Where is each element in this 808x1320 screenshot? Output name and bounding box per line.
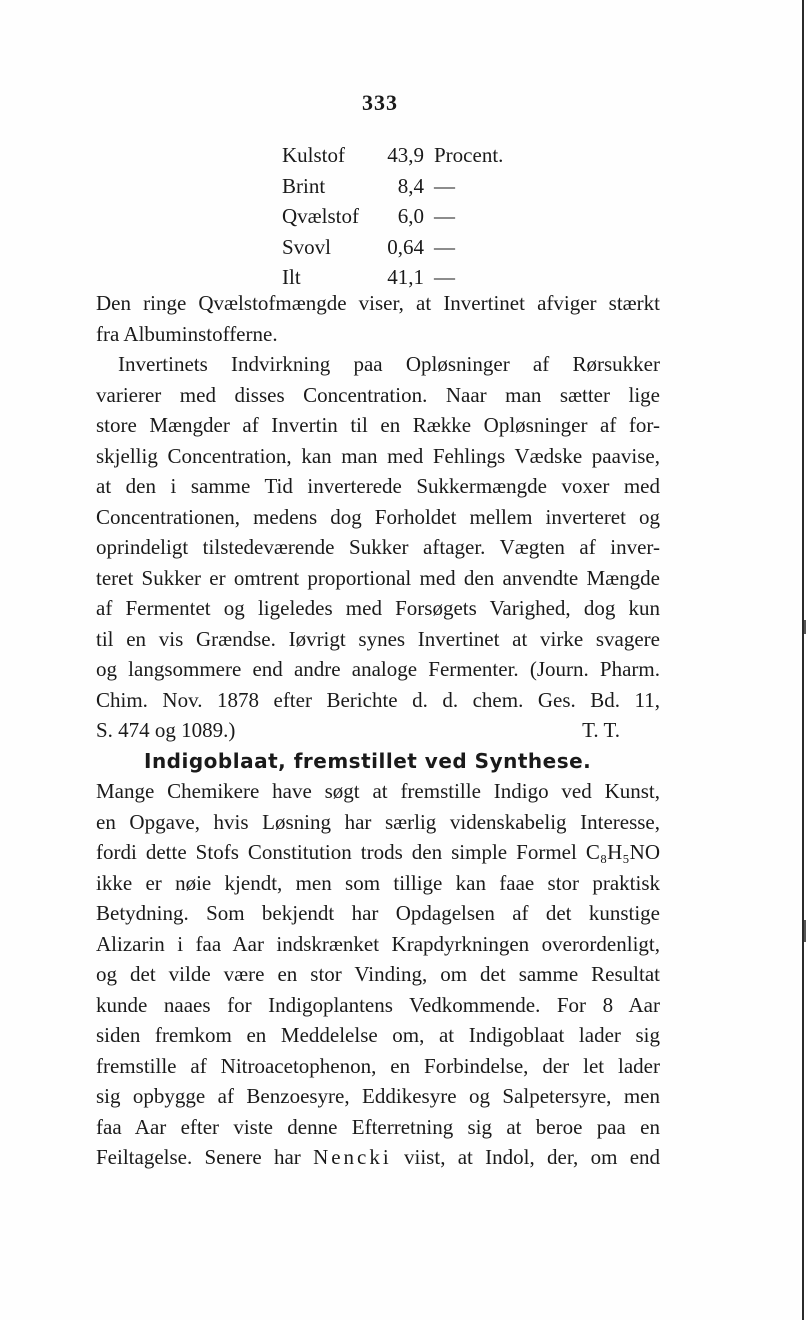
element-unit: — xyxy=(434,234,455,259)
element-value: 43,9 xyxy=(387,143,424,167)
text-line: Alizarin i faa Aar indskrænket Krapdyrkningen overordenligt, xyxy=(96,931,660,956)
element-name: Kulstof xyxy=(282,143,345,167)
element-name: Ilt xyxy=(282,265,301,289)
text-line xyxy=(96,715,660,746)
text-line: en Opgave, hvis Løsning har særlig videnskabelig Interesse, xyxy=(96,809,660,834)
text-line: siden fremkom en Meddelelse om, at Indigoblaat lader sig xyxy=(96,1023,660,1047)
citation-text: S. 474 og 1089.) xyxy=(96,718,236,742)
element-unit: Procent. xyxy=(434,143,504,167)
text-line xyxy=(96,1142,660,1173)
text-line: til en vis Grændse. Iøvrigt synes Invertinet at virke svagere xyxy=(96,626,660,651)
text-line: og langsommere end andre analoge Fermenter. (Journ. Pharm. xyxy=(96,657,660,681)
element-unit: — xyxy=(434,204,455,228)
element-value: 41,1 xyxy=(387,265,424,289)
text-line: oprindeligt tilstedeværende Sukker aftager. Vægten af inver- xyxy=(96,535,660,559)
composition-row xyxy=(282,232,503,263)
person-name: Nencki xyxy=(313,1145,392,1169)
text-fragment: viist, at Indol, der, om end xyxy=(404,1145,661,1169)
page-number: 333 xyxy=(362,90,398,115)
text-line: Concentrationen, medens dog Forholdet mellem inverteret og xyxy=(96,504,660,529)
text-line: Den ringe Qvælstofmængde viser, at Invertinet afviger stærkt xyxy=(96,291,660,315)
edge-mark xyxy=(804,920,806,942)
text-line: Mange Chemikere have søgt at fremstille Indigo ved Kunst, xyxy=(96,779,660,803)
element-name: Svovl xyxy=(282,234,332,259)
text-line: teret Sukker er omtrent proportional med den anvendte Mængde xyxy=(96,565,660,590)
body-text xyxy=(96,288,660,1173)
text-line: skjellig Concentration, kan man med Fehlings Vædske paavise, xyxy=(96,443,660,468)
element-value: 8,4 xyxy=(397,173,424,198)
text-line: fordi dette Stofs Constitution trods den simple Formel C₈H₅NO xyxy=(96,840,660,864)
text-line: kunde naaes for Indigoplantens Vedkommende. For 8 Aar xyxy=(96,992,660,1017)
author-signature: T. T. xyxy=(582,718,620,742)
text-line: og det vilde være en stor Vinding, om det samme Resultat xyxy=(96,962,660,986)
composition-table xyxy=(282,140,503,293)
text-line: varierer med disses Concentration. Naar man sætter lige xyxy=(96,382,660,407)
composition-row xyxy=(282,171,503,202)
text-line: ikke er nøie kjendt, men som tillige kan faae stor praktisk xyxy=(96,870,660,895)
element-unit: — xyxy=(434,265,455,289)
page-edge-line xyxy=(802,0,804,1320)
text-line: Invertinets Indvirkning paa Opløsninger af Rørsukker xyxy=(118,352,660,376)
text-line: af Fermentet og ligeledes med Forsøgets Varighed, dog kun xyxy=(96,596,660,620)
element-name: Qvælstof xyxy=(282,204,360,228)
text-line: fremstille af Nitroacetophenon, en Forbindelse, der let lader xyxy=(96,1053,660,1078)
element-unit: — xyxy=(434,173,455,198)
element-value: 0,64 xyxy=(387,234,424,259)
text-line: store Mængder af Invertin til en Række Opløsninger af for- xyxy=(96,413,660,437)
text-fragment: Feiltagelse. Senere har xyxy=(96,1145,301,1169)
element-name: Brint xyxy=(282,173,326,198)
section-heading: Indigoblaat, fremstillet ved Synthese. xyxy=(144,748,592,773)
text-line: Chim. Nov. 1878 efter Berichte d. d. chem. Ges. Bd. 11, xyxy=(96,687,660,712)
element-value: 6,0 xyxy=(397,204,424,228)
section-heading-line xyxy=(96,746,660,777)
composition-row xyxy=(282,201,503,232)
text-line: at den i samme Tid inverterede Sukkermængde voxer med xyxy=(96,474,660,498)
text-line: faa Aar efter viste denne Efterretning sig at beroe paa en xyxy=(96,1114,660,1139)
text-line: sig opbygge af Benzoesyre, Eddikesyre og Salpetersyre, men xyxy=(96,1084,660,1108)
edge-mark xyxy=(804,620,806,634)
text-line: fra Albuminstofferne. xyxy=(96,321,278,346)
composition-row xyxy=(282,140,503,171)
text-line: Betydning. Som bekjendt har Opdagelsen af det kunstige xyxy=(96,901,660,925)
